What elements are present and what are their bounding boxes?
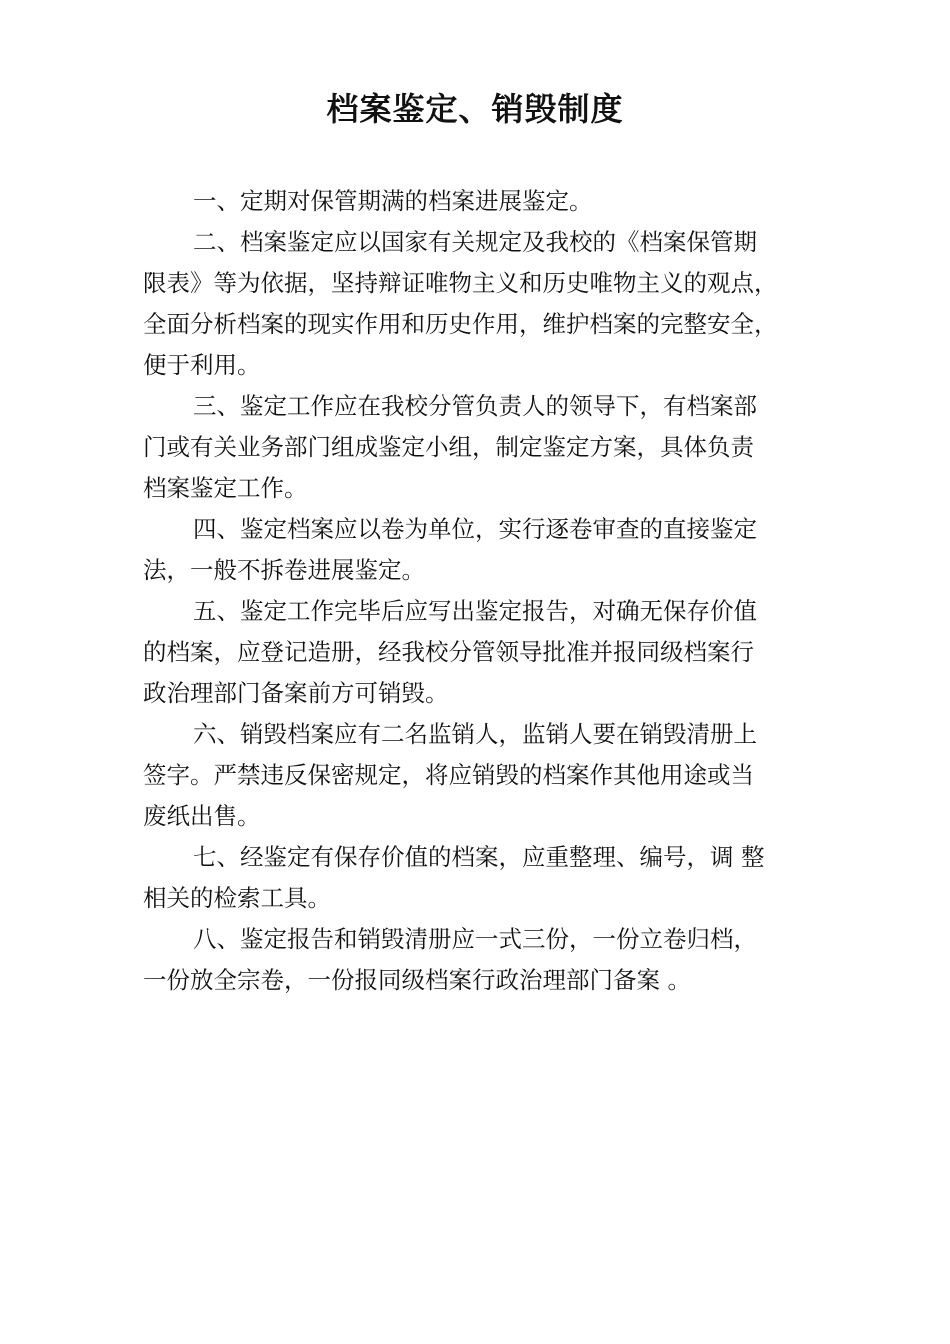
paragraph-line: 法，一般不拆卷进展鉴定。 (143, 556, 425, 584)
paragraph-line: 一份放全宗卷，一份报同级档案行政治理部门备案 。 (143, 966, 691, 994)
paragraph-line: 废纸出售。 (143, 802, 261, 830)
paragraph-line: 三、鉴定工作应在我校分管负责人的领导下，有档案部 (193, 392, 757, 420)
paragraph-4 (143, 509, 813, 591)
document-title: 档案鉴定、销毁制度 (326, 90, 624, 128)
paragraph-line: 签字。严禁违反保密规定，将应销毁的档案作其他用途或当 (143, 761, 754, 789)
paragraph-line: 七、经鉴定有保存价值的档案，应重整理、编号，调 整 (193, 843, 765, 871)
paragraph-line: 八、鉴定报告和销毁清册应一式三份，一份立卷归档， (193, 925, 757, 953)
paragraph-line: 限表》等为依据，坚持辩证唯物主义和历史唯物主义的观点， (143, 269, 778, 297)
paragraph-7 (143, 837, 813, 919)
paragraph-line: 全面分析档案的现实作用和历史作用，维护档案的完整安全， (143, 310, 778, 338)
paragraph-line: 的档案，应登记造册，经我校分管领导批准并报同级档案行 (143, 638, 754, 666)
paragraph-6 (143, 714, 813, 837)
paragraph-line: 一、定期对保管期满的档案进展鉴定。 (193, 187, 593, 215)
paragraph-8 (143, 919, 813, 1001)
paragraph-line: 便于利用。 (143, 351, 261, 379)
paragraph-line: 五、鉴定工作完毕后应写出鉴定报告，对确无保存价值 (193, 597, 757, 625)
paragraph-line: 政治理部门备案前方可销毁。 (143, 679, 449, 707)
paragraph-5 (143, 591, 813, 714)
paragraph-3 (143, 386, 813, 509)
paragraph-line: 四、鉴定档案应以卷为单位，实行逐卷审查的直接鉴定 (193, 515, 757, 543)
paragraph-line: 门或有关业务部门组成鉴定小组，制定鉴定方案，具体负责 (143, 433, 754, 461)
document-body (143, 181, 813, 1001)
paragraph-line: 二、档案鉴定应以国家有关规定及我校的《档案保管期 (193, 228, 757, 256)
paragraph-line: 相关的检索工具。 (143, 884, 331, 912)
paragraph-2 (143, 222, 813, 386)
paragraph-line: 档案鉴定工作。 (143, 474, 308, 502)
paragraph-line: 六、销毁档案应有二名监销人，监销人要在销毁清册上 (193, 720, 757, 748)
paragraph-1 (143, 181, 813, 222)
